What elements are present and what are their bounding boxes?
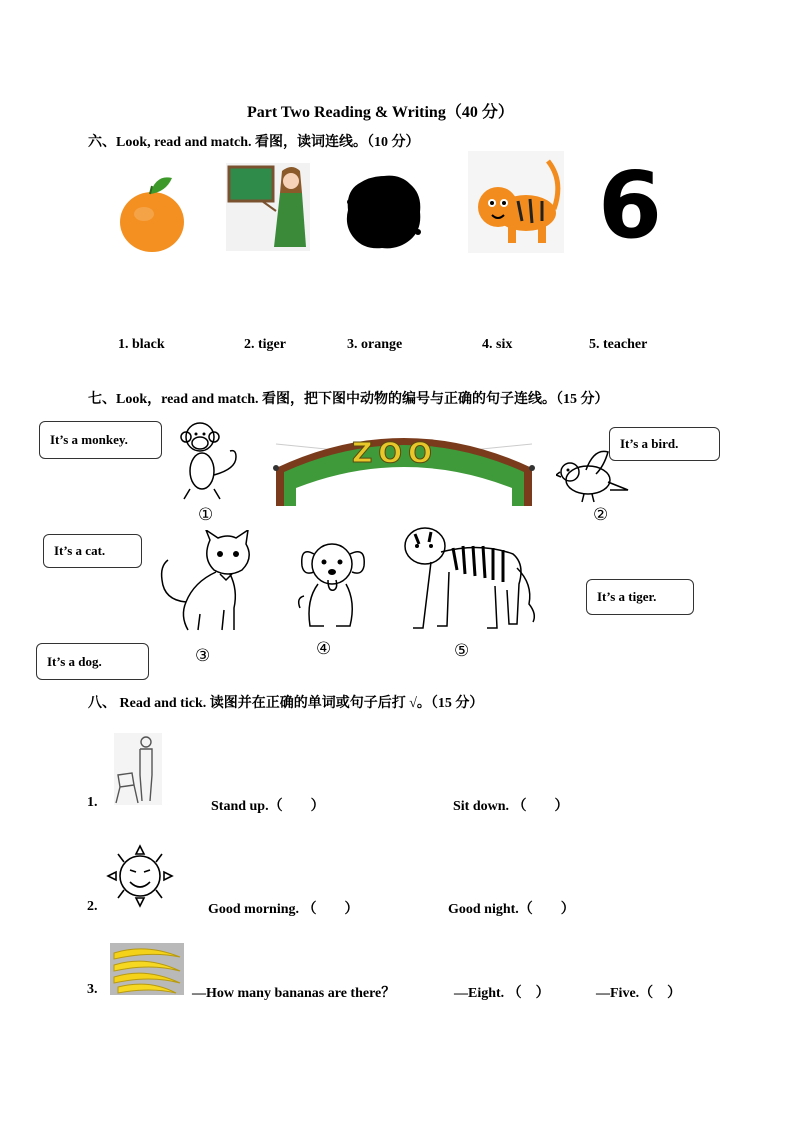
sentence-tiger: It’s a tiger. xyxy=(597,589,657,604)
item1-option-b[interactable]: Sit down. （ ） xyxy=(453,799,569,814)
sentence-tiger-box xyxy=(586,579,694,615)
black-blob-picture xyxy=(344,172,424,252)
orange-picture xyxy=(116,172,188,254)
bananas-picture xyxy=(110,943,184,995)
number-3: ③ xyxy=(195,646,211,665)
number-six-picture: 6 xyxy=(598,152,663,259)
item3-question: —How many bananas are there？ xyxy=(192,986,396,1001)
number-2: ② xyxy=(593,505,609,524)
item1-number: 1. xyxy=(87,795,98,810)
number-5: ⑤ xyxy=(454,641,470,660)
sentence-cat: It’s a cat. xyxy=(54,543,106,558)
cat-picture xyxy=(158,530,254,634)
dog-picture xyxy=(294,536,372,634)
word-black: 1. black xyxy=(118,337,165,352)
teacher-picture xyxy=(226,163,310,251)
sentence-cat-box xyxy=(43,534,142,568)
item3-number: 3. xyxy=(87,982,98,997)
sentence-dog: It’s a dog. xyxy=(47,653,102,669)
item3-option-b[interactable]: —Five.（ ） xyxy=(596,986,682,1001)
item1-option-a[interactable]: Stand up.（ ） xyxy=(211,799,325,814)
section7-heading: 七、Look，read and match. 看图，把下图中动物的编号与正确的句子连线。（15 分） xyxy=(88,392,609,407)
word-tiger: 2. tiger xyxy=(244,337,286,352)
number-4: ④ xyxy=(316,639,332,658)
sentence-monkey: It’s a monkey. xyxy=(50,432,128,447)
sentence-bird: It’s a bird. xyxy=(620,436,679,451)
section8-heading: 八、 Read and tick. 读图并在正确的单词或句子后打 √。（15 分） xyxy=(88,696,484,711)
bird-picture xyxy=(556,444,630,504)
number-1: ① xyxy=(198,505,214,524)
zoo-sign-text: ZOO xyxy=(352,436,438,469)
item3-option-a[interactable]: —Eight. （ ） xyxy=(454,986,550,1001)
section6-heading: 六、Look, read and match. 看图，读词连线。（10 分） xyxy=(88,135,420,150)
sentence-dog-box xyxy=(36,643,149,680)
item2-option-a[interactable]: Good morning. （ ） xyxy=(208,902,359,917)
monkey-picture xyxy=(176,419,244,505)
word-six: 4. six xyxy=(482,337,513,352)
item2-number: 2. xyxy=(87,899,98,914)
sun-picture xyxy=(104,842,176,910)
striped-tiger-picture xyxy=(401,524,541,634)
stand-up-picture xyxy=(114,733,162,805)
tiger-picture xyxy=(468,151,564,253)
word-teacher: 5. teacher xyxy=(589,337,648,352)
part-title: Part Two Reading & Writing（40 分） xyxy=(247,104,514,121)
item2-option-b[interactable]: Good night.（ ） xyxy=(448,902,575,917)
word-orange: 3. orange xyxy=(347,337,403,352)
sentence-monkey-box xyxy=(39,421,162,459)
